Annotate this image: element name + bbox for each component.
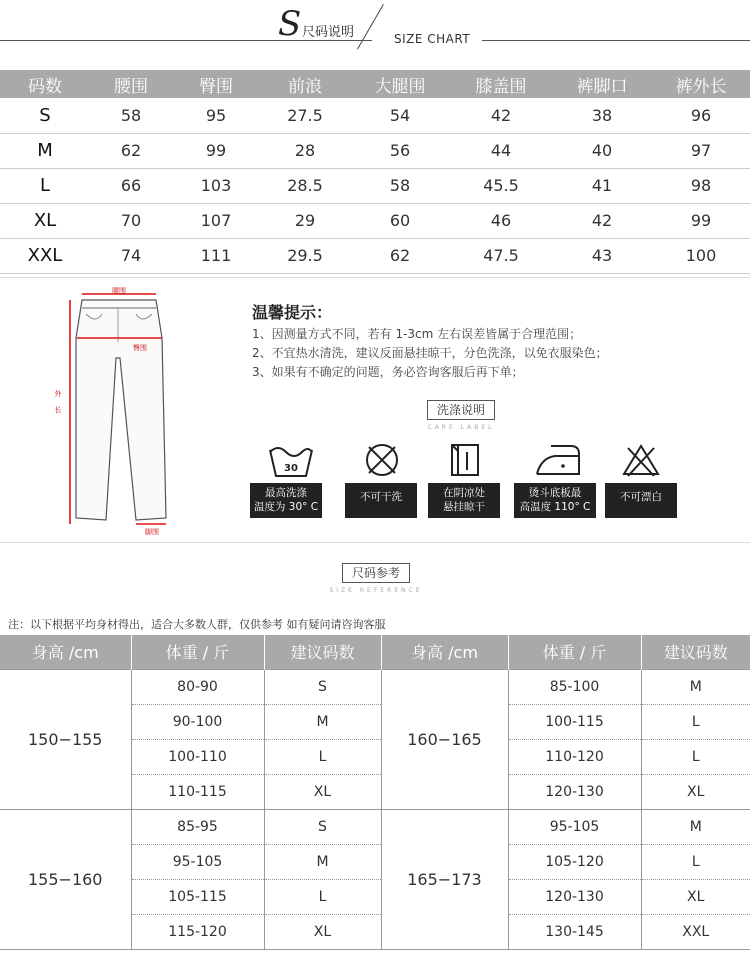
size-reference-table (0, 635, 750, 950)
column-header: 体重 / 斤 (508, 635, 641, 669)
weight-cell: 85-100 (508, 669, 641, 704)
height-cell: 150−155 (0, 669, 131, 809)
section-divider (0, 277, 750, 278)
care-text-box (605, 483, 677, 518)
tip-line: 2、不宜热水清洗，建议反面悬挂晾干，分色洗涤，以免衣服染色； (252, 346, 608, 360)
table-cell: 45.5 (450, 168, 552, 203)
table-cell: 99 (652, 203, 750, 238)
section-divider (0, 542, 750, 543)
table-cell: 74 (90, 238, 172, 273)
weight-cell: 90-100 (131, 704, 264, 739)
care-text-line: 悬挂晾干 (443, 501, 485, 513)
pants-diagram (44, 280, 184, 540)
line-dry-shade-icon (439, 440, 489, 480)
logo-letter: S (278, 4, 302, 44)
tip-line: 3、如果有不确定的问题，务必咨询客服后再下单； (252, 365, 524, 379)
care-text-box (514, 483, 596, 518)
hip-label: 臀围 (133, 344, 147, 352)
weight-cell: 120-130 (508, 879, 641, 914)
column-header: 码数 (0, 70, 90, 98)
size-cell: L (641, 844, 750, 879)
column-header: 臀围 (172, 70, 260, 98)
size-cell: L (264, 739, 381, 774)
size-code: L (0, 168, 90, 203)
care-text-line: 最高洗涤 (265, 487, 307, 499)
care-label-subtitle: CARE LABEL (427, 424, 495, 431)
size-code: XXL (0, 238, 90, 273)
table-cell: 70 (90, 203, 172, 238)
weight-cell: 105-120 (508, 844, 641, 879)
table-cell: 99 (172, 133, 260, 168)
weight-cell: 115-120 (131, 914, 264, 949)
table-cell: 107 (172, 203, 260, 238)
size-cell: XL (641, 879, 750, 914)
column-header: 膝盖围 (450, 70, 552, 98)
table-cell: 28 (260, 133, 350, 168)
size-cell: XL (641, 774, 750, 809)
header-rule-right (482, 40, 750, 41)
height-cell: 160−165 (381, 669, 508, 809)
weight-cell: 120-130 (508, 774, 641, 809)
care-text-line: 在阴凉处 (443, 487, 485, 499)
size-cell: XXL (641, 914, 750, 949)
table-cell: 44 (450, 133, 552, 168)
table-cell: 38 (552, 98, 652, 133)
table-cell: 96 (652, 98, 750, 133)
weight-cell: 80-90 (131, 669, 264, 704)
table-row (0, 133, 750, 168)
table-cell: 111 (172, 238, 260, 273)
header-rule-left (0, 40, 372, 41)
no-dry-clean-icon (357, 440, 407, 480)
outseam-label-1: 外 (54, 390, 62, 398)
table-row (0, 168, 750, 203)
size-code: M (0, 133, 90, 168)
weight-cell: 95-105 (131, 844, 264, 879)
size-cell: XL (264, 774, 381, 809)
column-header: 建议码数 (264, 635, 381, 669)
table-row (0, 238, 750, 273)
reference-note: 注：以下根据平均身材得出，适合大多数人群，仅供参考 如有疑问请咨询客服 (8, 618, 386, 631)
care-label-tag: 洗涤说明 (427, 400, 495, 420)
weight-cell: 130-145 (508, 914, 641, 949)
size-cell: L (264, 879, 381, 914)
no-bleach-icon (616, 440, 666, 480)
wash-30-icon (266, 440, 316, 480)
table-cell: 42 (552, 203, 652, 238)
header-title-cn: 尺码说明 (302, 25, 355, 40)
column-header: 大腿围 (350, 70, 450, 98)
care-text-line: 不可漂白 (620, 491, 662, 503)
table-cell: 41 (552, 168, 652, 203)
size-cell: M (264, 844, 381, 879)
table-cell: 47.5 (450, 238, 552, 273)
column-header: 裤脚口 (552, 70, 652, 98)
waist-label: 腰围 (112, 287, 126, 295)
care-text-line: 高温度 110° C (519, 501, 591, 513)
care-text-line: 烫斗底板最 (528, 487, 582, 499)
size-cell: L (641, 704, 750, 739)
height-cell: 155−160 (0, 809, 131, 949)
table-cell: 54 (350, 98, 450, 133)
table-cell: 103 (172, 168, 260, 203)
table-cell: 29.5 (260, 238, 350, 273)
size-cell: M (641, 669, 750, 704)
table-cell: 42 (450, 98, 552, 133)
table-cell: 46 (450, 203, 552, 238)
table-cell: 58 (90, 98, 172, 133)
table-cell: 56 (350, 133, 450, 168)
column-header: 裤外长 (652, 70, 750, 98)
size-chart-header (0, 0, 750, 62)
table-cell: 97 (652, 133, 750, 168)
tips-title: 温馨提示： (252, 303, 333, 322)
table-cell: 62 (90, 133, 172, 168)
size-cell: S (264, 809, 381, 844)
table-cell: 98 (652, 168, 750, 203)
table-cell: 95 (172, 98, 260, 133)
table-cell: 60 (350, 203, 450, 238)
size-cell: XL (264, 914, 381, 949)
table-row (0, 809, 750, 844)
weight-cell: 110-115 (131, 774, 264, 809)
table-cell: 58 (350, 168, 450, 203)
hem-label: 脚围 (145, 528, 159, 536)
column-header: 身高 /cm (0, 635, 131, 669)
weight-cell: 100-110 (131, 739, 264, 774)
column-header: 建议码数 (641, 635, 750, 669)
table-cell: 27.5 (260, 98, 350, 133)
size-cell: L (641, 739, 750, 774)
height-cell: 165−173 (381, 809, 508, 949)
size-table (0, 70, 750, 274)
column-header: 腰围 (90, 70, 172, 98)
weight-cell: 110-120 (508, 739, 641, 774)
header-title-en: SIZE CHART (394, 32, 471, 46)
care-text-box (345, 483, 417, 518)
size-code: XL (0, 203, 90, 238)
tip-line: 1、因测量方式不同，若有 1-3cm 左右误差皆属于合理范围； (252, 327, 582, 341)
care-text-box (428, 483, 500, 518)
reference-header-row (0, 635, 750, 669)
table-cell: 29 (260, 203, 350, 238)
size-reference-subtitle: SIZE REFERENCE (329, 587, 423, 594)
table-row (0, 98, 750, 133)
weight-cell: 100-115 (508, 704, 641, 739)
size-reference-tag: 尺码参考 (342, 563, 410, 583)
column-header: 前浪 (260, 70, 350, 98)
weight-cell: 95-105 (508, 809, 641, 844)
header-slash (357, 4, 384, 50)
size-cell: S (264, 669, 381, 704)
iron-icon (533, 440, 583, 480)
table-row (0, 203, 750, 238)
outseam-label-2: 长 (54, 406, 62, 414)
table-row (0, 669, 750, 704)
size-table-header (0, 70, 750, 98)
wash-temp-label: 30 (284, 463, 298, 474)
column-header: 身高 /cm (381, 635, 508, 669)
size-cell: M (264, 704, 381, 739)
care-text-line: 温度为 30° C (253, 501, 319, 513)
care-text-line: 不可干洗 (360, 491, 402, 503)
table-cell: 62 (350, 238, 450, 273)
pants-outline (76, 300, 166, 520)
table-cell: 40 (552, 133, 652, 168)
table-cell: 100 (652, 238, 750, 273)
table-cell: 66 (90, 168, 172, 203)
size-cell: M (641, 809, 750, 844)
size-code: S (0, 98, 90, 133)
care-text-box (250, 483, 322, 518)
table-cell: 43 (552, 238, 652, 273)
table-cell: 28.5 (260, 168, 350, 203)
column-header: 体重 / 斤 (131, 635, 264, 669)
weight-cell: 85-95 (131, 809, 264, 844)
weight-cell: 105-115 (131, 879, 264, 914)
